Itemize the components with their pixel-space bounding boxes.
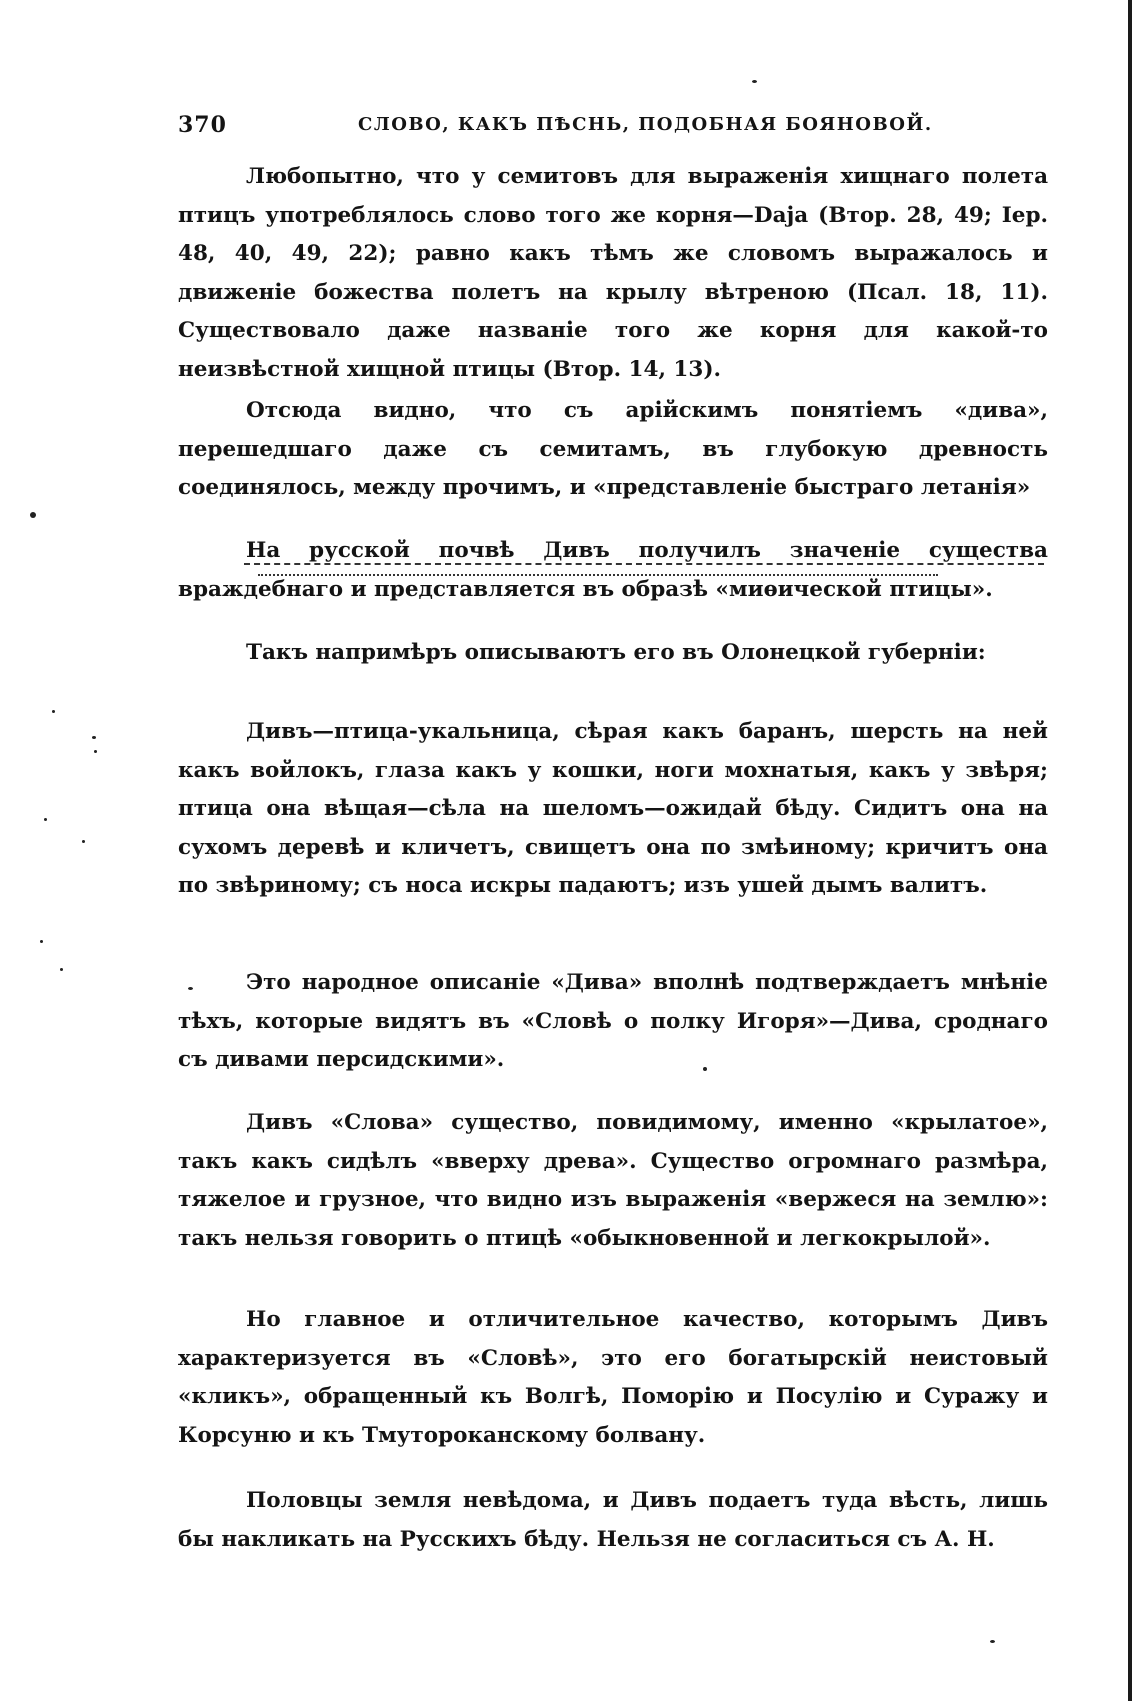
ink-speck (752, 80, 757, 83)
running-title: СЛОВО, КАКЪ ПѢСНЬ, ПОДОБНАЯ БОЯНОВОЙ. (358, 114, 933, 135)
ink-speck (990, 1640, 995, 1643)
paragraph-3: На русской почвѣ Дивъ получилъ значеніе существа враждебнаго и представляется въ образѣ «миѳической птицы». (178, 538, 1048, 602)
paragraph-8: Но главное и отличительное качество, которымъ Дивъ характеризуется въ «Словѣ», это его богатырскій неистовый «кликъ», обращенный къ Волгѣ, Поморію и Посулію и Суражу и Корсуню и къ Тмутороканскому болвану. (178, 1307, 1048, 1448)
pencil-underline-mark (258, 574, 938, 576)
ink-speck (44, 818, 47, 821)
paragraph-4: Такъ напримѣръ описываютъ его въ Олонецкой губерніи: (246, 640, 986, 665)
paragraph-6: Это народное описаніе «Дива» вполнѣ подтверждаетъ мнѣніе тѣхъ, которые видятъ въ «Словѣ о полку Игоря»—Дива, сроднаго съ дивами персидскими». (178, 970, 1048, 1072)
paragraph-5: Дивъ—птица-укальница, сѣрая какъ баранъ, шерсть на ней какъ войлокъ, глаза какъ у кошки, ноги мохнатыя, какъ у звѣря; птица она вѣщая—сѣла на шеломъ—ожидай бѣду. Сидитъ она на сухомъ деревѣ и кличетъ, свищетъ она по змѣиному; кричитъ она по звѣриному; съ носа искры падаютъ; изъ ушей дымъ валитъ. (178, 719, 1048, 898)
ink-speck (52, 710, 55, 713)
ink-speck (188, 987, 193, 990)
page-edge-shadow (1128, 0, 1132, 1701)
paragraph-9: Половцы земля невѣдома, и Дивъ подаетъ туда вѣсть, лишь бы накликать на Русскихъ бѣду. Нельзя не согласиться съ А. Н. (178, 1488, 1048, 1552)
ink-speck (60, 968, 63, 971)
paragraph-1: Любопытно, что у семитовъ для выраженія хищнаго полета птицъ употреблялось слово того же корня—Daja (Втор. 28, 49; Іер. 48, 40, 49, 22); равно какъ тѣмъ же словомъ выражалось и движеніе божества полетъ на крылу вѣтреною (Псал. 18, 11). Существовало даже названіе того же корня для какой-то неизвѣстной хищной птицы (Втор. 14, 13). (178, 164, 1048, 382)
paragraph-2: Отсюда видно, что съ арійскимъ понятіемъ «дива», перешедшаго даже съ семитамъ, въ глубокую древность соединялось, между прочимъ, и «представленіе быстраго летанія» (178, 398, 1048, 500)
paragraph-7: Дивъ «Слова» существо, повидимому, именно «крылатое», такъ какъ сидѣлъ «вверху древа». Существо огромнаго размѣра, тяжелое и грузное, что видно изъ выраженія «вержеся на землю»: такъ нельзя говорить о птицѣ «обыкновенной и легкокрылой». (178, 1110, 1048, 1251)
ink-speck (94, 750, 97, 753)
ink-speck (92, 736, 96, 739)
ink-speck (40, 940, 43, 943)
ink-speck (30, 512, 36, 518)
ink-speck (82, 840, 85, 843)
pencil-underline-mark (244, 563, 1044, 565)
page-header (178, 112, 1048, 144)
ink-speck (703, 1067, 707, 1071)
page-number: 370 (178, 112, 227, 138)
